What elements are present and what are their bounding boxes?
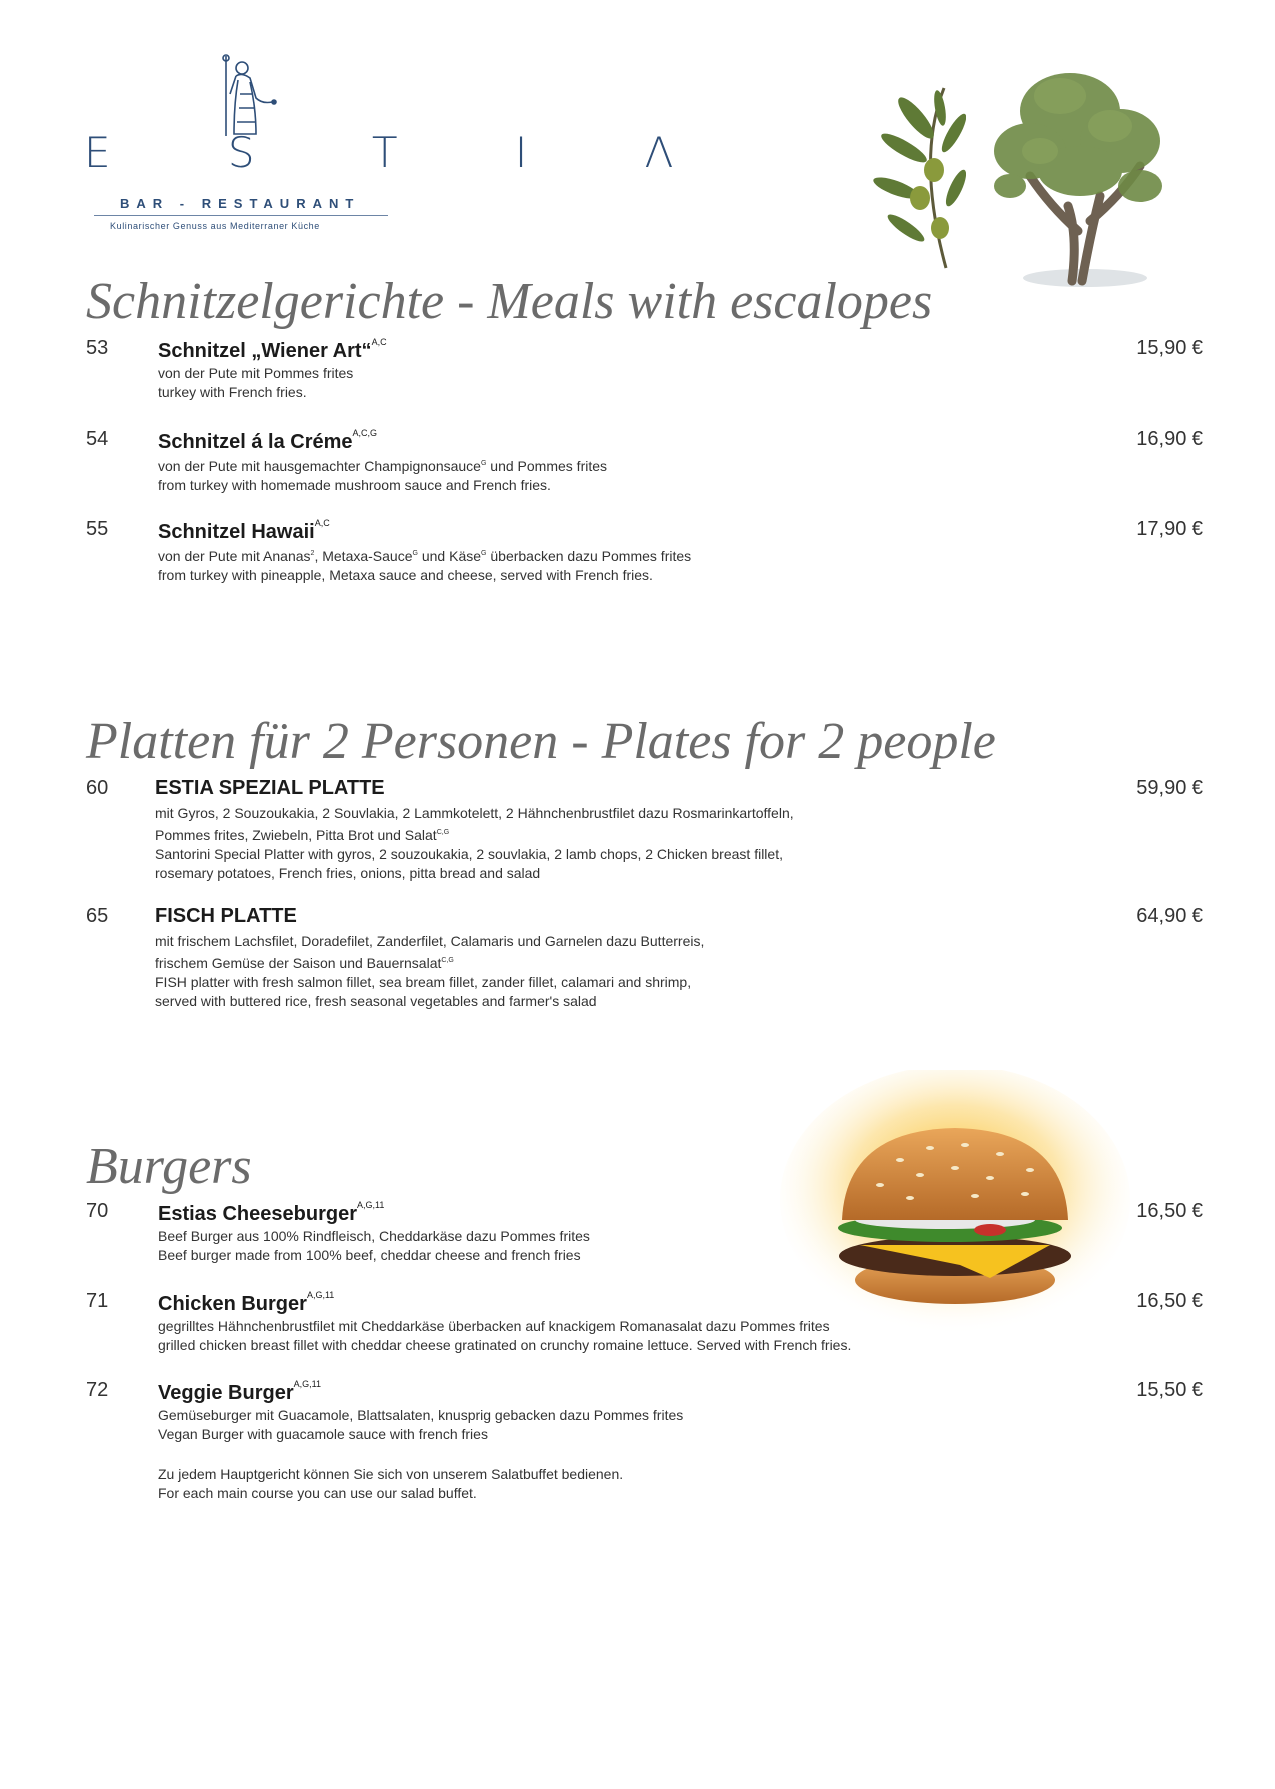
item-name: Schnitzel á la Créme$^{A,C,G}$	[158, 428, 378, 453]
item-description: mit Gyros, 2 Souzoukakia, 2 Souvlakia, 2 Lammkotelett, 2 Hähnchenbrustfilet dazu Rosmarinkartoffeln, Pommes frites, Zwiebeln, Pitta Brot und Salat$^{C,G}$ Santorini Special Platter with gyros, 2 souzoukakia, 2 souvlakia, 2 lamb chops, 2 Chicken breast fillet, rosemary potatoes, French fries, onions, pitta bread and salad	[155, 805, 794, 881]
item-price: 15,50 €	[1136, 1379, 1203, 1401]
section-title-schnitzel: Schnitzelgerichte - Meals with escalopes	[86, 273, 933, 330]
item-description: von der Pute mit hausgemachter Champignonsauce$^G$ und Pommes frites from turkey with homemade mushroom sauce and French fries.	[158, 458, 608, 493]
item-price: 59,90 €	[1136, 777, 1203, 799]
item-description: mit frischem Lachsfilet, Doradefilet, Zanderfilet, Calamaris und Garnelen dazu Butterreis, frischem Gemüse der Saison und Bauernsalat$^{C,G}$ FISH platter with fresh salmon fillet, sea bream fillet, zander fillet, calamari and shrimp, served with buttered rice, fresh seasonal vegetables and farmer's salad	[155, 933, 705, 1009]
burger-image-icon	[780, 1070, 1130, 1340]
logo-subtitle: BAR - RESTAURANT	[120, 196, 361, 211]
allergen-codes: A,G,11	[356, 1200, 385, 1210]
item-number: 53	[86, 337, 109, 359]
olive-tree-icon	[990, 56, 1165, 291]
item-name: Estias Cheeseburger$^{A,G,11}$	[158, 1200, 385, 1225]
item-name: Schnitzel „Wiener Art“$^{A,C}$	[158, 337, 387, 362]
item-price: 15,90 €	[1136, 337, 1203, 359]
item-description: Gemüseburger mit Guacamole, Blattsalaten, knusprig gebacken dazu Pommes frites Vegan Burger with guacamole sauce with french fries	[158, 1407, 684, 1442]
allergen-codes: A,G,11	[306, 1290, 335, 1300]
item-name: ESTIA SPEZIAL PLATTE	[155, 777, 385, 799]
logo-wordmark: E S T I Λ	[84, 128, 726, 177]
olive-branch-icon	[846, 78, 966, 273]
item-name: FISCH PLATTE	[155, 905, 297, 927]
item-description: gegrilltes Hähnchenbrustfilet mit Cheddarkäse überbacken auf knackigem Romanasalat dazu Pommes frites grilled chicken breast fillet with cheddar cheese gratinated on crunchy romaine lettuce. Served with French fries.	[158, 1318, 852, 1353]
item-price: 64,90 €	[1136, 905, 1203, 927]
item-price: 16,90 €	[1136, 428, 1203, 450]
item-number: 65	[86, 905, 109, 927]
item-name: Schnitzel Hawaii$^{A,C}$	[158, 518, 330, 543]
logo-tagline: Kulinarischer Genuss aus Mediterraner Küche	[110, 221, 320, 231]
item-price: 17,90 €	[1136, 518, 1203, 540]
item-description: Beef Burger aus 100% Rindfleisch, Cheddarkäse dazu Pommes frites Beef burger made from 100% beef, cheddar cheese and french fries	[158, 1228, 590, 1263]
item-number: 60	[86, 777, 109, 799]
allergen-codes: A,G,11	[293, 1379, 321, 1389]
item-number: 54	[86, 428, 109, 450]
allergen-codes: A,C	[371, 337, 387, 347]
statue-logo-icon	[212, 54, 296, 138]
section-title-burgers: Burgers	[86, 1138, 252, 1195]
item-number: 71	[86, 1290, 109, 1312]
item-number: 70	[86, 1200, 109, 1222]
item-price: 16,50 €	[1136, 1290, 1203, 1312]
item-price: 16,50 €	[1136, 1200, 1203, 1222]
item-name: Chicken Burger$^{A,G,11}$	[158, 1290, 335, 1315]
section-title-plates: Platten für 2 Personen - Plates for 2 people	[86, 713, 996, 770]
item-number: 55	[86, 518, 109, 540]
salad-buffet-note: Zu jedem Hauptgericht können Sie sich von unserem Salatbuffet bedienen. For each main course you can use our salad buffet.	[158, 1466, 624, 1501]
allergen-codes: A,C	[314, 518, 330, 528]
logo-divider	[94, 215, 388, 216]
item-description: von der Pute mit Ananas$^2$, Metaxa-Sauce$^G$ und Käse$^G$ überbacken dazu Pommes frites from turkey with pineapple, Metaxa sauce and cheese, served with French fries.	[158, 548, 692, 583]
item-description: von der Pute mit Pommes frites turkey with French fries.	[158, 365, 354, 400]
item-number: 72	[86, 1379, 109, 1401]
item-name: Veggie Burger$^{A,G,11}$	[158, 1379, 321, 1404]
allergen-codes: A,C,G	[352, 428, 378, 438]
